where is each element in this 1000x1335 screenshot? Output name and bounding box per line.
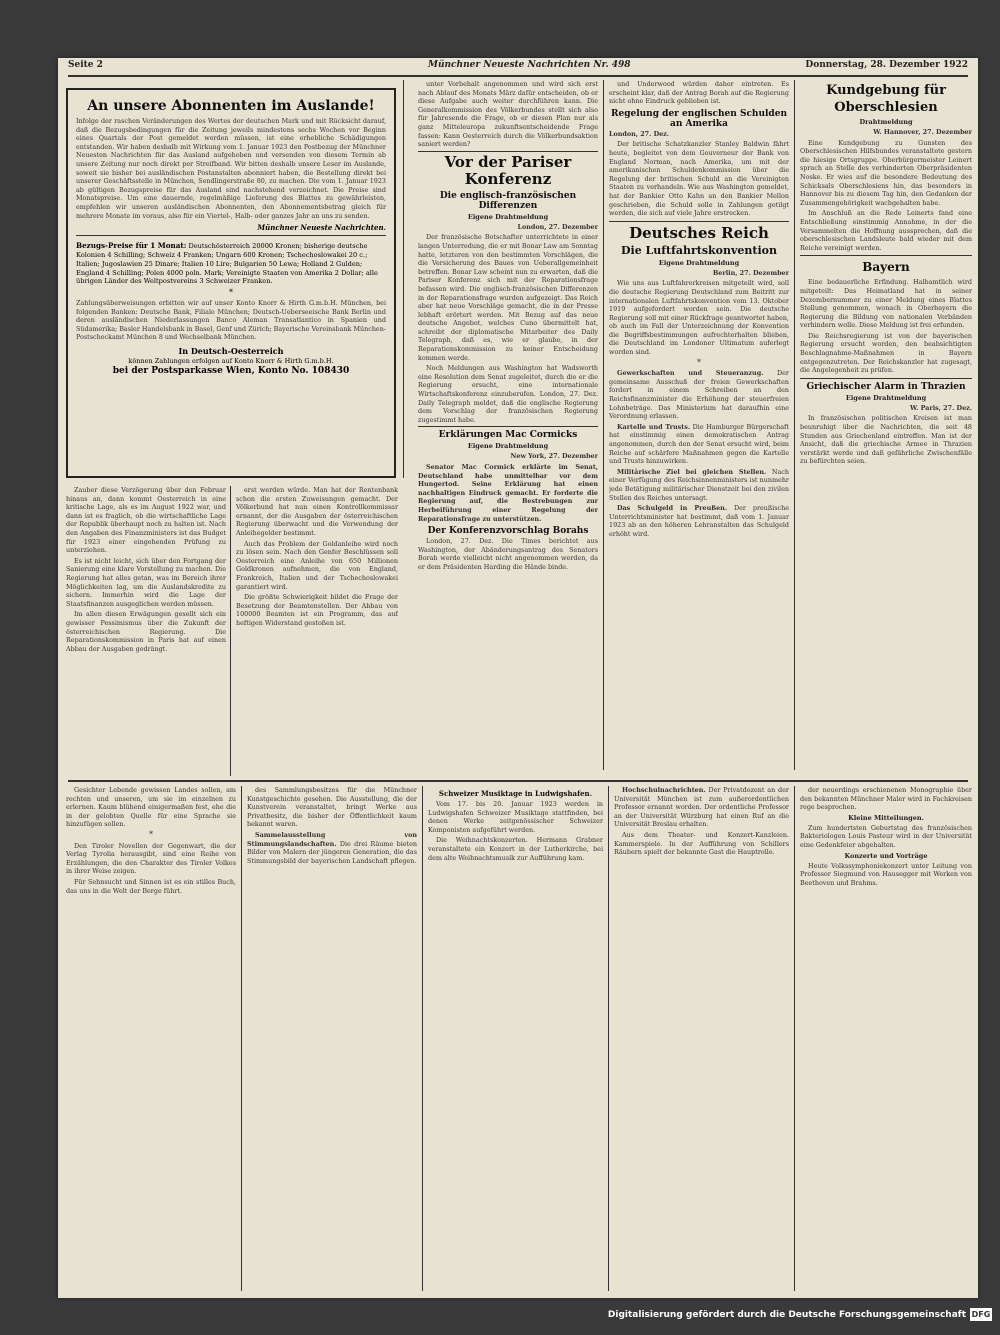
digitization-credit: Digitalisierung gefördert durch die Deutsche Forschungsgemeinschaft xyxy=(607,1310,966,1320)
fe1-body2: Den Tiroler Novellen der Gegenwart, die der Verlag Tyrolia herausgibt, sind eine Reihe von Erzählungen, die den Charakter des Tiroler Volkes in ihrer Weise zeigen. xyxy=(66,841,236,876)
borah-title: Der Konferenzvorschlag Borahs xyxy=(427,526,589,537)
col4-dateline: W. Hannover, 27. Dezember xyxy=(873,128,972,136)
col2-title: Vor der Pariser Konferenz xyxy=(444,152,572,188)
fe5-title2: Konzerte und Vorträge xyxy=(844,851,928,860)
abonnenten-signature: Münchner Neueste Nachrichten. xyxy=(257,223,386,233)
star-divider: * xyxy=(149,829,153,839)
star-divider: * xyxy=(697,357,701,367)
fe2-body: des Sammlungsbesitzes für die Münchner Kunstgeschichte gesehen. Die Ausstellung, die der Kunstverein veranstaltet, bringt Werke aus Privatbesitz, die bisher der Öffentlichkeit kaum bekannt waren. xyxy=(247,786,417,829)
col2-body2: Noch Meldungen aus Washington hat Wadsworth eine Resolution dem Senat zugeleitet, durch die er die Regierung ersucht, eine internationale Wirtschaftskonferenz einzuberufen. London, 27. Dez. Daily Telegraph meldet, daß die englische Regierung dem Vorschlag der französischen Regierung zugestimmt habe. xyxy=(418,364,598,424)
lower-left-body: Zauber diese Verzögerung über den Februar hinaus an, dann kommt Oesterreich in eine kritische Lage, als es im August 1922 war, und dann ist es fraglich, ob die wirtschaftliche Lage der Republik überhaupt noch zu halten ist. Nach den Angaben des Finanzministers ist das Budget für 1923 einer eingehenden Prüfung zu unterziehen. xyxy=(66,486,226,555)
newspaper-page xyxy=(58,58,978,1298)
feuilleton-col-5 xyxy=(800,786,972,1291)
bayern-title: Bayern xyxy=(862,260,910,275)
austria-info xyxy=(76,346,386,376)
col3-title: Regelung der englischen Schulden an Amerika xyxy=(611,108,787,129)
fe2-title: Sammelausstellung von Stimmungslandschaften. xyxy=(247,830,417,848)
running-header xyxy=(68,60,968,74)
col4-title: Kundgebung für Oberschlesien xyxy=(826,83,946,115)
gew-body: Der gemeinsame Ausschuß der freien Gewerkschaften fordert in einem Schreiben an den Reichsfinanzminister die Erhöhung der steuerfreien Lohnbeträge. Das Ministerium hat daraufhin eine Verordnung erlassen. xyxy=(609,369,789,421)
column-2 xyxy=(418,80,598,770)
column-rule xyxy=(230,486,231,776)
lower-mid-body2: Auch das Problem der Goldanleihe wird noch zu lösen sein. Nach den Genfer Beschlüssen soll Oesterreich eine Anleihe von 650 Millionen Goldkronen aufnehmen, die von England, Frankreich, Italien und der Tschechoslowakei garantiert wird. xyxy=(236,539,398,591)
feuilleton-col-4 xyxy=(614,786,789,1291)
divider xyxy=(800,378,972,379)
col2-dateline: London, 27. Dezember xyxy=(517,222,598,231)
lower-mid-body: erst werden würde. Man hat der Rentenbank schon die ersten Zuweisungen gemacht. Der Völkerbund hat nun einen Kontrollkommissar ernannt, der die Ausgaben der österreichischen Regierung überwacht und die Verwendung der Anleihegelder bestimmt. xyxy=(236,486,398,537)
col3-intro: und Underwood würden daher eintreten. Es erscheint klar, daß der Antrag Borah auf die Regierung nicht ohne Eindruck geblieben ist. xyxy=(609,80,789,106)
col2-intro: unter Vorbehalt angenommen und wird sich erst nach Ablauf des Monats März dafür entscheiden, ob er diese Aufgabe auch weiter durchführen kann. Die Generalkommission des Völkerbundes stellt sich also für Jahresende die Frage, ob er diesen Plan nur als ganz Mitteleuropa zukunftsentscheidende Frage fassen: Kann Oesterreich durch die Völkerbundsaktion saniert werden? xyxy=(418,80,598,149)
fe5-body: der neuerdings erschienenen Monographie über den bekannten Münchner Maler wird in Fachkreisen rege besprochen. xyxy=(800,786,972,812)
mac-body: Senator Mac Cormick erklärte im Senat, Deutschland habe unmittelbar vor dem Hungertod. Seine Erklärung hat einen nachhaltigen Eindruck gemacht. Er forderte die Regierung auf, die Bestrebungen zur Herbeiführung einer Regelung der Reparationsfrage zu unterstützen. xyxy=(418,463,598,523)
fe4-body: Der Privatdozent an der Universität München ist zum außerordentlichen Professor ernannt worden. Der ordentliche Professor an der Universität Würzburg hat einen Ruf an die Universität Breslau erhalten. xyxy=(614,786,789,829)
austria-label: In Deutsch-Oesterreich xyxy=(178,346,284,357)
mac-dateline: New York, 27. Dezember xyxy=(510,452,598,461)
column-3 xyxy=(609,80,789,770)
column-4 xyxy=(800,80,972,770)
col3-body: Der britische Schatzkanzler Stanley Baldwin fährt heute, begleitet von dem Gouverneur der Bank von England Norman, nach Amerika, um mit der amerikanischen Schuldenkommission über die Regelung der britischen Schuld an die Vereinigten Staaten zu verhandeln. Wie aus Washington gemeldet, hat der Bankier Otto Kahn an den Bankier Mellon geschrieben, die Schuld solle in Zahlungen getilgt werden, die sich auf viele Jahre erstrecken. xyxy=(609,140,789,218)
col4-body: Eine Kundgebung zu Gunsten des Oberschlesischen Hilfsbundes veranstaltete gestern die hiesige Ortsgruppe. Oberbürgermeister Leinert sprach an Stelle des verhinderten Oberpräsidenten Noske. Er wies auf die besondere Bedeutung des Schicksals Oberschlesiens hin, das besonders in Hannover bis zu diesem Tag hin, den Gedanken der Zusammengehörigkeit wachgehalten habe. xyxy=(800,138,972,207)
borah-body: London, 27. Dez. Die Times berichtet aus Washington, der Abänderungsantrag des Senators Borah werde vielleicht nicht angenommen werden, da er dem Präsidenten Harding die Hände binde. xyxy=(418,537,598,571)
divider xyxy=(76,235,386,236)
fe1-body: Gesichter Lebende gewissen Landes sollen, am rechten und unseren, um sie im einzelnen zu erlernen. Kaum blühend einigermaßen fest, ehe die in der gelobten Quelle für eine Sprache sie hinzufügen sollen. xyxy=(66,786,236,829)
price-text: Deutschösterreich 20000 Kronen; bisherige deutsche Kolonien 4 Schilling; Schweiz 4 Franken; Ungarn 600 Kronen; Tschechoslowakei 20 c.; Italien; Jugoslawien 25 Dinare; Italien 10 Lire; Bulgarien 50 Lewa; Holland 2 Gulden; England 4 Schilling; Polen 4000 poln. Mark; Vereinigte Staaten von Amerika 2 Dollar; alle übrigen Länder des Weltpostvereins 3 Schweizer Franken. xyxy=(76,242,378,286)
payment-info: Zahlungsüberweisungen erbitten wir auf unser Konto Knorr & Hirth G.m.b.H. München, bei folgenden Banken: Deutsche Bank, Filiale München; Deutsch-Ueberseeische Bank Berlin und deren ausländischen Niederlassungen Banco Aleman Transatlantico in Spanien und Südamerika; Basler Handelsbank in Basel, Genf und Zürich; Bayerische Vereinsbank München-Postscheckamt München 8 und Wechselbank München. xyxy=(76,299,386,342)
reich-dateline: Berlin, 27. Dezember xyxy=(712,268,789,277)
schulg-body: Der preußische Unterrichtsminister hat bestimmt, daß vom 1. Januar 1923 ab an den höheren Lehranstalten das Schulgeld erhöht wird. xyxy=(609,504,789,538)
price-list xyxy=(76,242,386,286)
reich-title: Deutsches Reich xyxy=(629,223,769,242)
divider xyxy=(418,426,598,427)
price-label: Bezugs-Preise für 1 Monat: xyxy=(76,241,187,251)
abonnenten-title: An unsere Abonnenten im Auslande! xyxy=(87,98,375,114)
gew-title: Gewerkschaften und Steueranzug. xyxy=(617,369,764,378)
feuilleton-col-1 xyxy=(66,786,236,1291)
divider xyxy=(609,221,789,222)
kart-title: Kartelle und Trusts. xyxy=(617,422,691,431)
fe1-body3: Für Sehnsucht und Sinnen ist es ein stilles Buch, das uns in die Welt der Berge führt. xyxy=(66,877,236,895)
bayern-body: Eine bedauerliche Erfindung. Halbamtlich wird mitgeteilt: Das Heimatland hat in seiner Dezembernummer zu einer Meldung eines Blattes Stellung genommen, wonach in Oberbayern die Regierung die Bildung von nationalen Verbänden verhindern wolle. Diese Meldung ist frei erfunden. xyxy=(800,278,972,330)
column-rule xyxy=(794,80,795,770)
fe5-title: Kleine Mitteilungen. xyxy=(848,813,924,822)
greek-body: In französischen politischen Kreisen ist man beunruhigt über die Nachrichten, die seit 48 Stunden aus Griechenland eintreffen. Man ist der Ansicht, daß die griechische Armee in Thrazien verstärkt werde und daß gefährliche Zwischenfälle zu befürchten seien. xyxy=(800,414,972,466)
mac-source: Eigene Drahtmeldung xyxy=(467,442,549,451)
column-rule xyxy=(794,786,795,1291)
newspaper-title: Münchner Neueste Nachrichten Nr. 498 xyxy=(428,60,631,70)
greek-source: Eigene Drahtmeldung xyxy=(845,393,927,402)
mil-body: Nach einer Verfügung des Reichsinnenministers ist nunmehr jede Betätigung militärischer Dienstzeit bei den zivilen Stellen des Reiches untersagt. xyxy=(609,467,789,502)
feuilleton-col-2 xyxy=(247,786,417,1291)
lower-left-body2: Es ist nicht leicht, sich über den Fortgang der Sanierung eine klare Vorstellung zu machen. Die Regierung hat alles getan, was im Bereich ihrer Möglichkeiten lag, um die Auslandskredite zu sichern. Immerhin wird die Lage der Staatsfinanzen ausgeglichen werden müssen. xyxy=(66,556,226,608)
fe4-body2: Aus dem Theater- und Konzert-Kanzleien. Kammerspiele. In der Aufführung von Schillers Räubern spielt der bekannte Gast die Hauptrolle. xyxy=(614,830,789,857)
austria-account: bei der Postsparkasse Wien, Konto No. 108430 xyxy=(112,366,350,377)
abonnenten-notice xyxy=(66,88,396,478)
reich-source: Eigene Drahtmeldung xyxy=(658,258,740,267)
austria-text: können Zahlungen erfolgen auf Konto Knorr & Hirth G.m.b.H. xyxy=(128,357,334,366)
schulg-title: Das Schulgeld in Preußen. xyxy=(617,504,728,513)
abonnenten-body: Infolge der raschen Veränderungen des Wertes der deutschen Mark und mit Rücksicht darauf, daß die Bezugsbedingungen für die Zeitung jeweils mindestens sechs Wochen vor Beginn eines Quartals der Post gemeldet werden müssen, ist eine erhebliche Schädigungen entstanden. Wir haben deshalb mit Wirkung vom 1. Januar 1923 den Postbezug der Münchner Neuesten Nachrichten für das Ausland aufgehoben und versenden von diesem Termin ab unsere Zeitung nur noch direkt per Streifband. Wir bitten deshalb unsere Leser im Auslande, soweit sie bisher bei ausländischen Postanstalten abonniert haben, die Bestellung direkt bei unserer Geschäftsstelle in München, Sendlingerstraße 80, zu machen. Die vom 1. Januar 1923 ab gültigen Bezugspreise für das Ausland sind nachstehend verzeichnet. Die Preise sind Monatspreise. Um eine dauernde, regelmäßige Lieferung des Blattes zu gewährleisten, empfehlen wir unseren ausländischen Abonnenten, den Abonnementsbetrag gleich für mehrere Monate im voraus, also für ein Viertel-, Halb- oder ganzes Jahr an uns zu senden. xyxy=(76,117,386,220)
lower-mid-body3: Die größte Schwierigkeit bildet die Frage der Besetzung der Beamtenstellen. Der Abbau von 100000 Beamten ist ein Programm, das auf heftigen Widerstand gestoßen ist. xyxy=(236,593,398,627)
reich-body: Wie uns aus Luftfahrerkreisen mitgeteilt wird, soll die deutsche Regierung Deutschland zum Beitritt zur internationalen Luftfahrtskonvention vom 13. Oktober 1919 aufgefordert worden sein. Die deutsche Regierung soll mit einer Rückfrage geantwortet haben, ob auch im Fall der Unterzeichnung der Konvention die Begriffsbestimmungen aufrechterhalten blieben, die Deutschland im Londoner Ultimatum auferlegt worden sind. xyxy=(609,279,789,357)
column-rule xyxy=(422,786,423,1291)
col4-body2: Im Anschluß an die Rede Leinerts fand eine Entschließung einstimmig Annahme, in der die Versammelten die Hoffnung aussprechen, daß die oberschlesischen Landsleute bald wieder mit dem Reiche vereinigt werden. xyxy=(800,209,972,252)
fe4-title: Hochschulnachrichten. xyxy=(622,786,706,794)
page-number: Seite 2 xyxy=(68,60,103,70)
fe5-body2: Zum hundertsten Geburtstag des französischen Bakteriologen Louis Pasteur wird in der Universität eine Gedenkfeier abgehalten. xyxy=(800,823,972,849)
reich-subtitle: Die Luftfahrtskonvention xyxy=(621,243,777,257)
col2-source: Eigene Drahtmeldung xyxy=(467,212,549,221)
fe3-body: Vom 17. bis 20. Januar 1923 werden in Ludwigshafen Schweizer Musiktage stattfinden, bei denen Werke zeitgenössischer Schweizer Komponisten aufgeführt werden. xyxy=(428,800,603,834)
kart-body: Die Hamburger Bürgerschaft hat einstimmig einen demokratischen Antrag angenommen, durch den der Senat ersucht wird, beim Reiche auf schärfere Maßnahmen gegen die Kartelle und Trusts hinzuwirken. xyxy=(609,422,789,466)
star-divider: * xyxy=(229,288,233,298)
fe5-body3: Heute Volkssymphoniekonzert unter Leitung von Professor Siegmund von Hausegger mit Werken von Beethoven und Brahms. xyxy=(800,861,972,887)
mac-title: Erklärungen Mac Cormicks xyxy=(438,430,578,441)
greek-title: Griechischer Alarm in Thrazien xyxy=(806,381,966,392)
lower-left-col-a xyxy=(66,486,226,776)
fe2-body2: Die drei Räume bieten Bilder von Malern der jüngeren Generation, die das Stimmungsbild der bayerischen Landschaft pflegen. xyxy=(247,839,417,865)
fe3-body2: Die Weihnachtskonzerten. Hermann Grabner veranstaltete ein Konzert in der Lutherkirche, bei dem alte Weihnachtsmusik zur Aufführung kam. xyxy=(428,836,603,862)
col2-body: Der französische Botschafter unterrichtete in einer langen Unterredung, die er mit Bonar Law am Sonntag hatte, letzteren von den bestimmten Vorschlägen, die die Versicherung des Baues von Ueberallgemeinheit betreffen. Bonar Law scheint nun zu erwarten, daß die Pariser Konferenz sich mit der Reparationsfrage befassen wird. Die englisch-französischen Differenzen in der Reparationsfrage wurden aufgezeigt. Das Reich aber hat neue Vorschläge gemacht, die in der Presse lebhaft erörtert werden. Mit Bezug auf das neue deutsche Angebot, welches Cuno übermittelt hat, schreibt der diplomatische Mitarbeiter des Daily Telegraph, daß es, wie er glaube, in der Reparationskommission zu keiner Entscheidung kommen werde. xyxy=(418,233,598,362)
dfg-logo: DFG xyxy=(971,1310,991,1319)
greek-dateline: W. Paris, 27. Dez. xyxy=(909,403,972,412)
lower-mid-col xyxy=(236,486,398,776)
column-rule xyxy=(603,80,604,770)
column-rule xyxy=(403,80,404,478)
divider xyxy=(800,255,972,256)
feuilleton-col-3 xyxy=(428,786,603,1291)
mil-title: Militärische Ziel bei gleichen Stellen. xyxy=(617,467,767,476)
bayern-body2: Die Reichsregierung ist von der bayerischen Regierung ersucht worden, den beabsichtigten Beschlagnahme-Maßnahmen in Bayern entgegenzutreten. Der Reichskanzler hat zugesagt, die Angelegenheit zu prüfen. xyxy=(800,331,972,375)
header-rule xyxy=(68,75,968,77)
divider xyxy=(418,151,598,152)
lower-left-body3: Im allen diesen Erwägungen gesellt sich ein gewisser Pessimismus über die Zukunft der österreichischen Regierung. Die Reparationskommission in Paris hat auf einen Abbau der Ausgaben gedrängt. xyxy=(66,610,226,653)
col2-subtitle: Die englisch-französischen Differenzen xyxy=(439,190,577,211)
feuilleton-rule xyxy=(68,780,968,782)
col3-dateline: London, 27. Dez. xyxy=(609,129,670,138)
col4-source: Drahtmeldung xyxy=(859,118,913,126)
fe3-title: Schweizer Musiktage in Ludwigshafen. xyxy=(438,789,593,798)
column-rule xyxy=(608,786,609,1291)
column-rule xyxy=(241,786,242,1291)
issue-date: Donnerstag, 28. Dezember 1922 xyxy=(805,60,968,70)
